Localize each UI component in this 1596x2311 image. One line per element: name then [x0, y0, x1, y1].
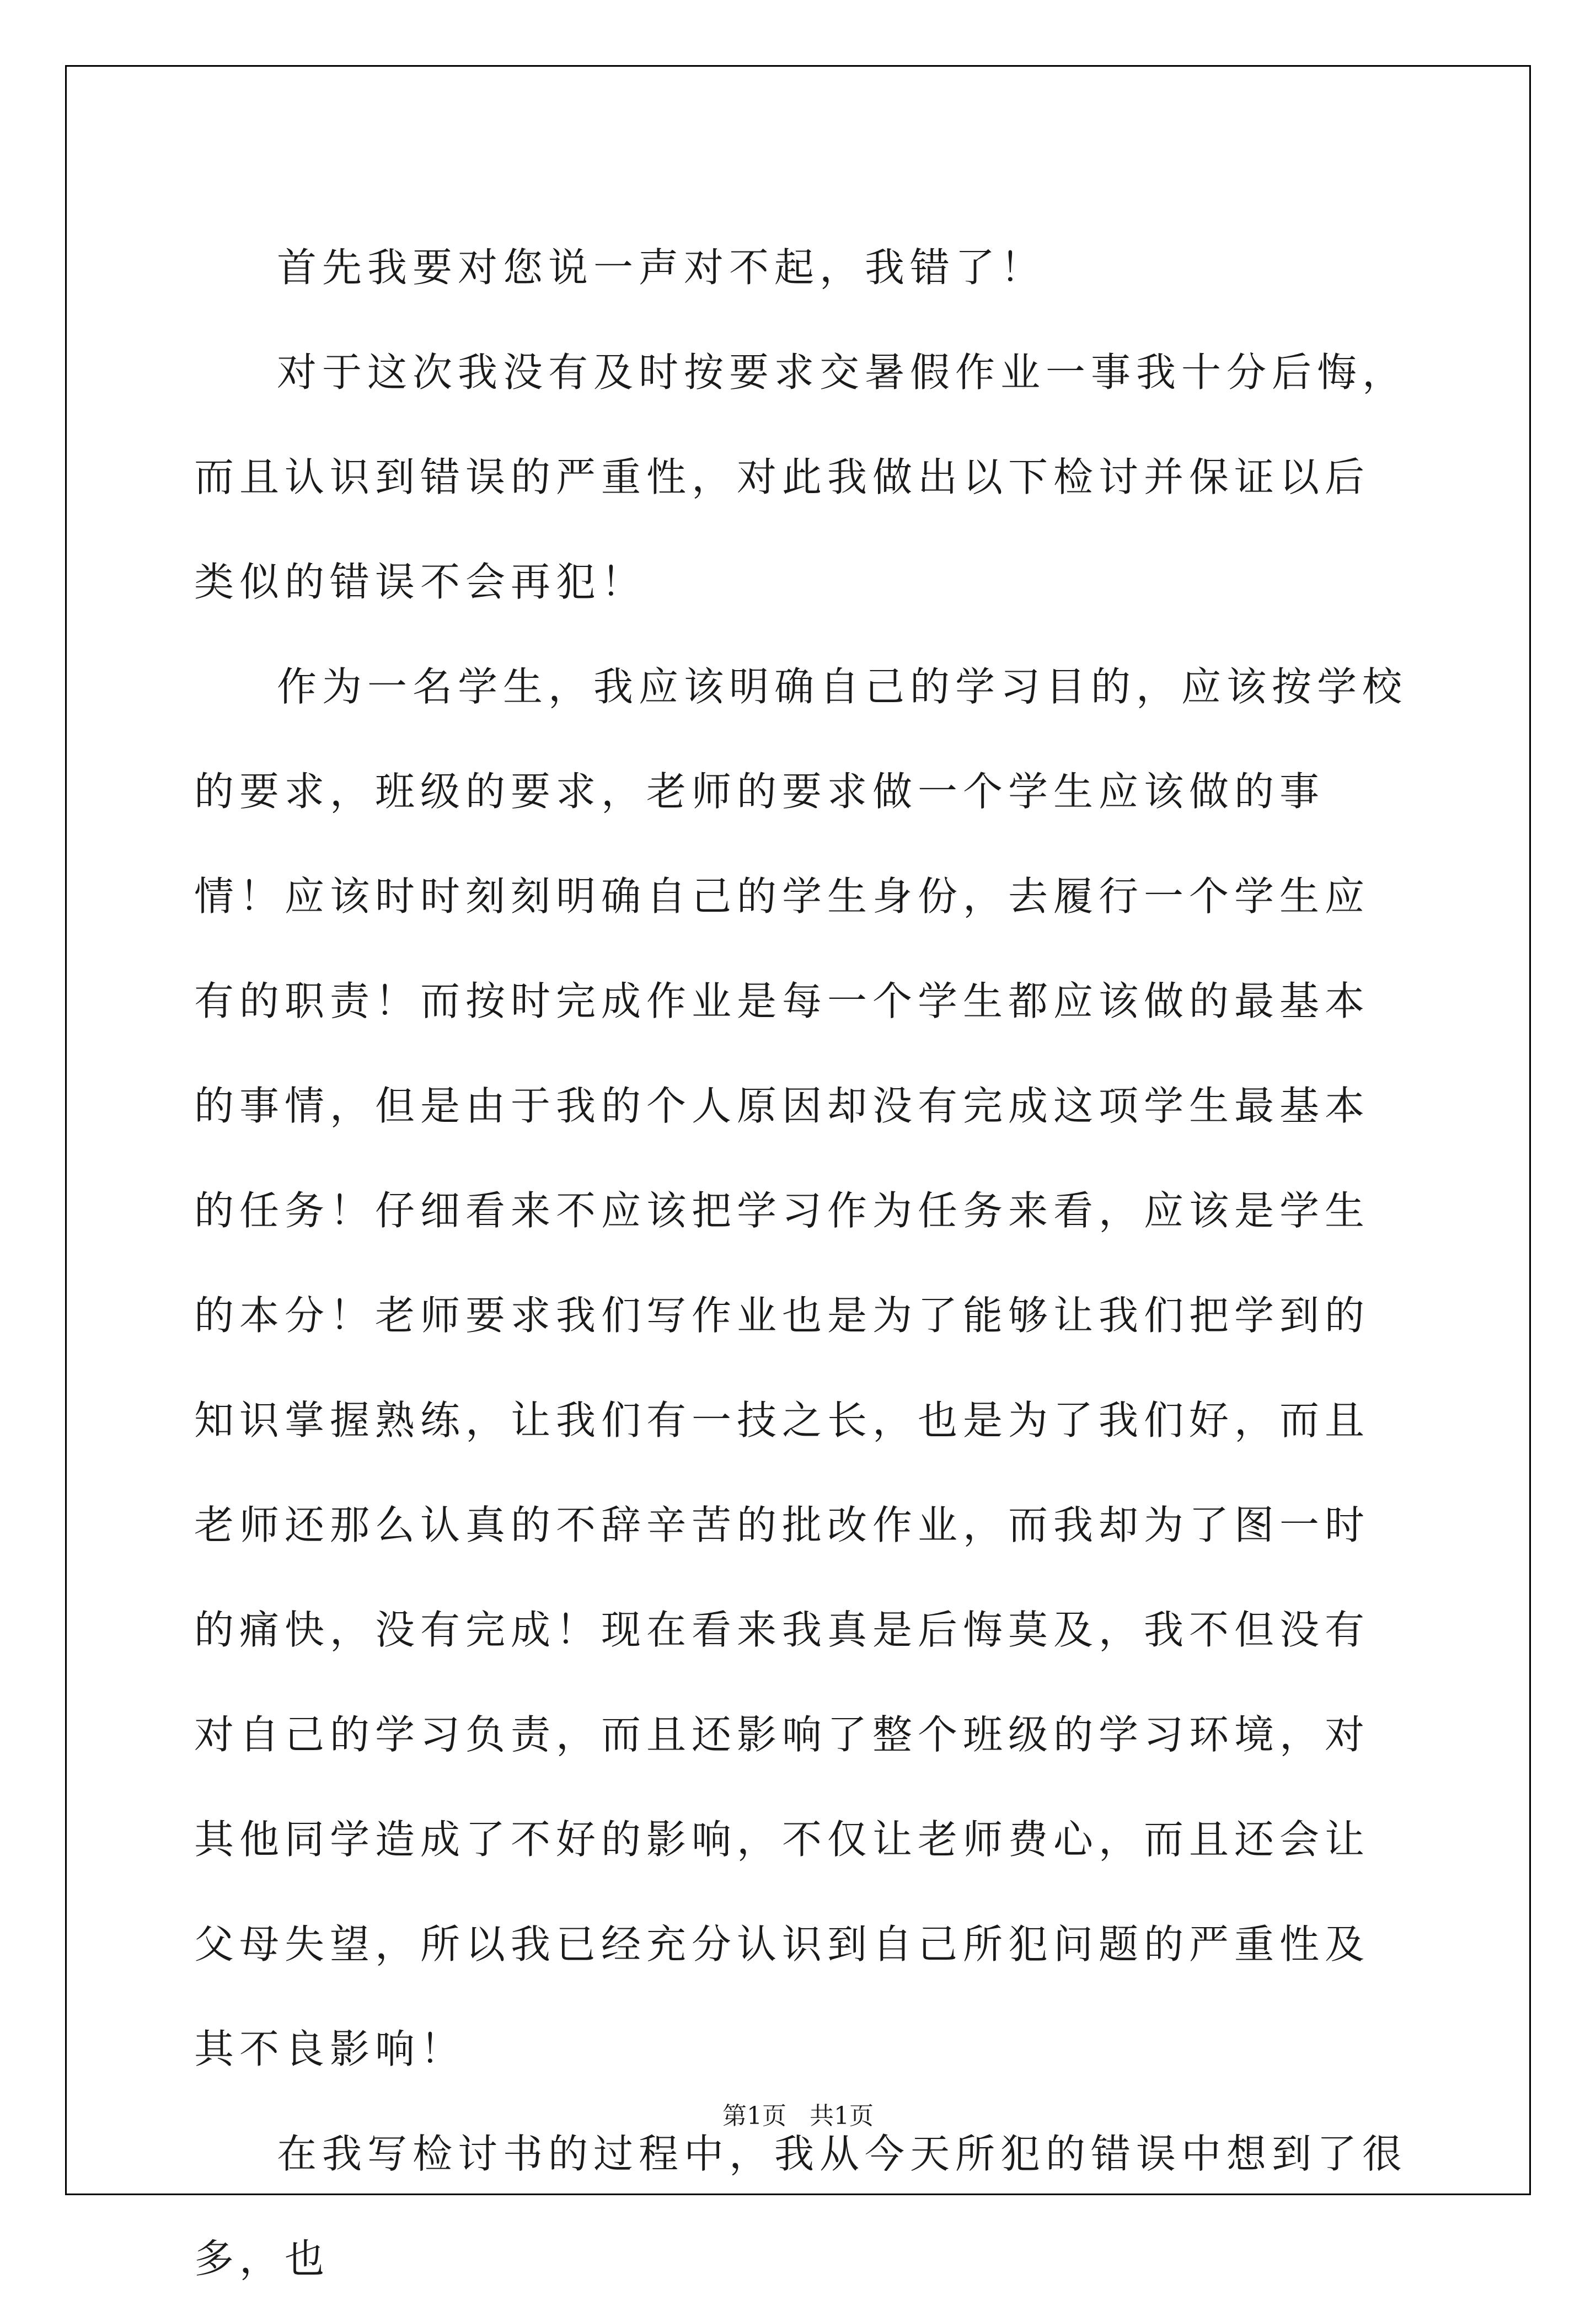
- paragraph-3: 作为一名学生，我应该明确自己的学习目的，应该按学校的要求，班级的要求，老师的要求做一个学生应该做的事情！应该时时刻刻明确自己的学生身份，去履行一个学生应有的职责！而按时完成作业是每一个学生都应该做的最基本的事情，但是由于我的个人原因却没有完成这项学生最基本的任务！仔细看来不应该把学习作为任务来看，应该是学生的本分！老师要求我们写作业也是为了能够让我们把学到的知识掌握熟练，让我们有一技之长，也是为了我们好，而且老师还那么认真的不辞辛苦的批改作业，而我却为了图一时的痛快，没有完成！现在看来我真是后悔莫及，我不但没有对自己的学习负责，而且还影响了整个班级的学习环境，对其他同学造成了不好的影响，不仅让老师费心，而且还会让父母失望，所以我已经充分认识到自己所犯问题的严重性及其不良影响！: [194, 664, 1408, 2072]
- paragraph-1: 首先我要对您说一声对不起，我错了！: [277, 244, 1046, 291]
- paragraph-2: 对于这次我没有及时按要求交暑假作业一事我十分后悔，而且认识到错误的严重性，对此我做出以下检讨并保证以后类似的错误不会再犯！: [194, 349, 1408, 605]
- paragraph-4: 在我写检讨书的过程中，我从今天所犯的错误中想到了很多，也: [194, 2131, 1408, 2282]
- page-footer: [0, 2096, 1596, 2131]
- page-number-current: 第1页: [722, 2102, 786, 2130]
- page-number-total: 共1页: [810, 2102, 874, 2130]
- document-body: [194, 215, 1407, 2311]
